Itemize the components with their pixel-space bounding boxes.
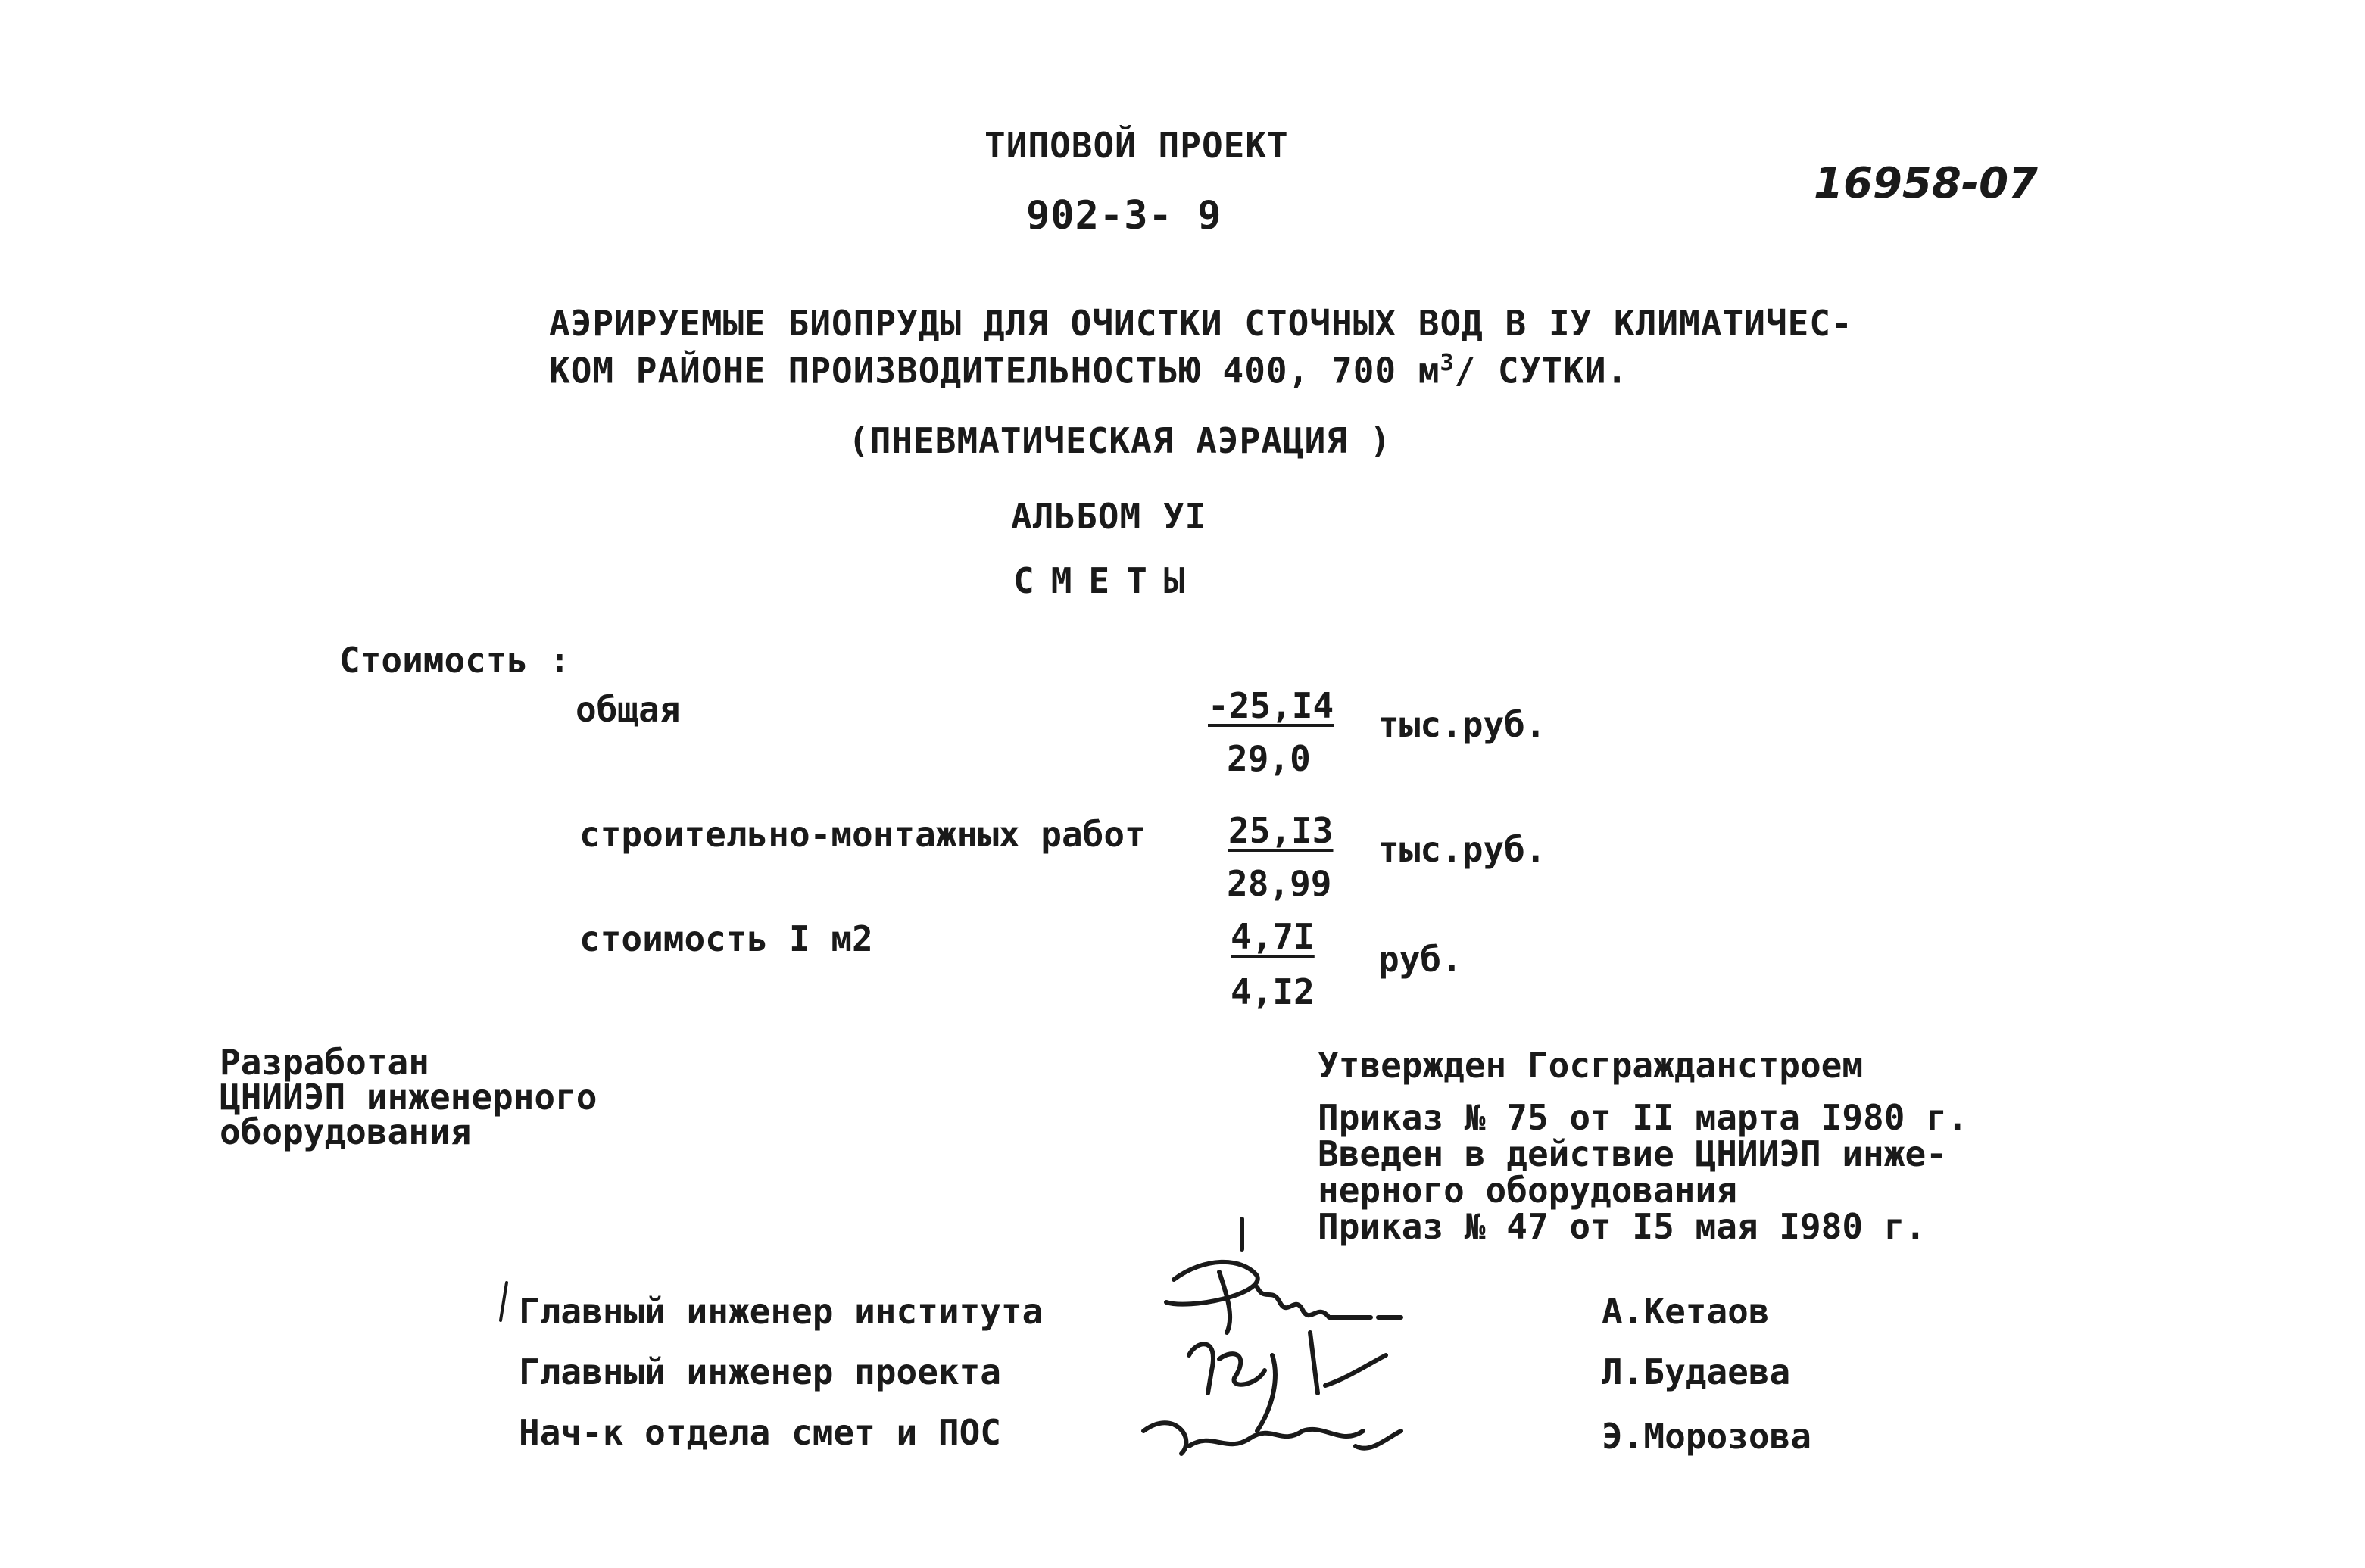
signatory-role: Главный инженер проекта [519, 1351, 1001, 1392]
cost-label: общая [576, 689, 681, 730]
developed-by-line-1: Разработан [220, 1042, 429, 1083]
signatory-name: А.Кетаов [1602, 1291, 1770, 1332]
approval-line-5: Приказ № 47 от I5 мая I980 г. [1318, 1206, 1927, 1247]
subtitle: (ПНЕВМАТИЧЕСКАЯ АЭРАЦИЯ ) [848, 420, 1392, 461]
title-line-2-suffix: / СУТКИ. [1454, 350, 1629, 391]
cost-label: строительно-монтажных работ [579, 814, 1146, 855]
section-title: СМЕТЫ [1013, 560, 1202, 601]
approval-line-4: нерного оборудования [1318, 1170, 1737, 1211]
tick-mark-icon [496, 1280, 511, 1325]
approval-line-3: Введен в действие ЦНИИЭП инже- [1318, 1133, 1947, 1174]
approval-line-1: Утвержден Госгражданстроем [1318, 1045, 1864, 1086]
title-superscript: 3 [1440, 350, 1455, 376]
developed-by-line-2: ЦНИИЭП инженерного [220, 1077, 597, 1118]
document-type: ТИПОВОЙ ПРОЕКТ [984, 125, 1289, 166]
cost-denominator: 4,I2 [1231, 971, 1315, 1012]
cost-unit: тыс.руб. [1378, 829, 1546, 870]
signatures-image [1128, 1204, 1416, 1484]
developed-by [220, 1042, 597, 1152]
cost-denominator: 29,0 [1227, 738, 1311, 779]
registration-number: 16958-07 [1814, 159, 2038, 208]
cost-label: стоимость I м2 [579, 918, 873, 959]
album-label: АЛЬБОМ УI [1011, 496, 1207, 537]
signatory-name: Л.Будаева [1602, 1351, 1791, 1392]
cost-numerator: 25,I3 [1228, 810, 1334, 851]
title-line-2-prefix: КОМ РАЙОНЕ ПРОИЗВОДИТЕЛЬНОСТЬЮ 400, 700 м [549, 350, 1440, 391]
cost-unit: тыс.руб. [1378, 704, 1546, 745]
signatory-role: Главный инженер института [519, 1291, 1044, 1332]
project-number: 902-3- 9 [1026, 193, 1222, 238]
approval-line-2: Приказ № 75 от II марта I980 г. [1318, 1097, 1968, 1138]
signatory-name: Э.Морозова [1602, 1416, 1811, 1457]
cost-heading: Стоимость : [339, 640, 570, 681]
cost-numerator: -25,I4 [1208, 685, 1334, 726]
cost-unit: руб. [1378, 939, 1462, 980]
cost-numerator: 4,7I [1231, 916, 1315, 957]
cost-denominator: 28,99 [1227, 863, 1332, 904]
signatory-role: Нач-к отдела смет и ПОС [519, 1412, 1001, 1453]
developed-by-line-3: оборудования [220, 1111, 472, 1152]
title-line-1: АЭРИРУЕМЫЕ БИОПРУДЫ ДЛЯ ОЧИСТКИ СТОЧНЫХ ВОД В IУ КЛИМАТИЧЕС- [549, 303, 1853, 344]
title-line-2 [549, 350, 1628, 391]
